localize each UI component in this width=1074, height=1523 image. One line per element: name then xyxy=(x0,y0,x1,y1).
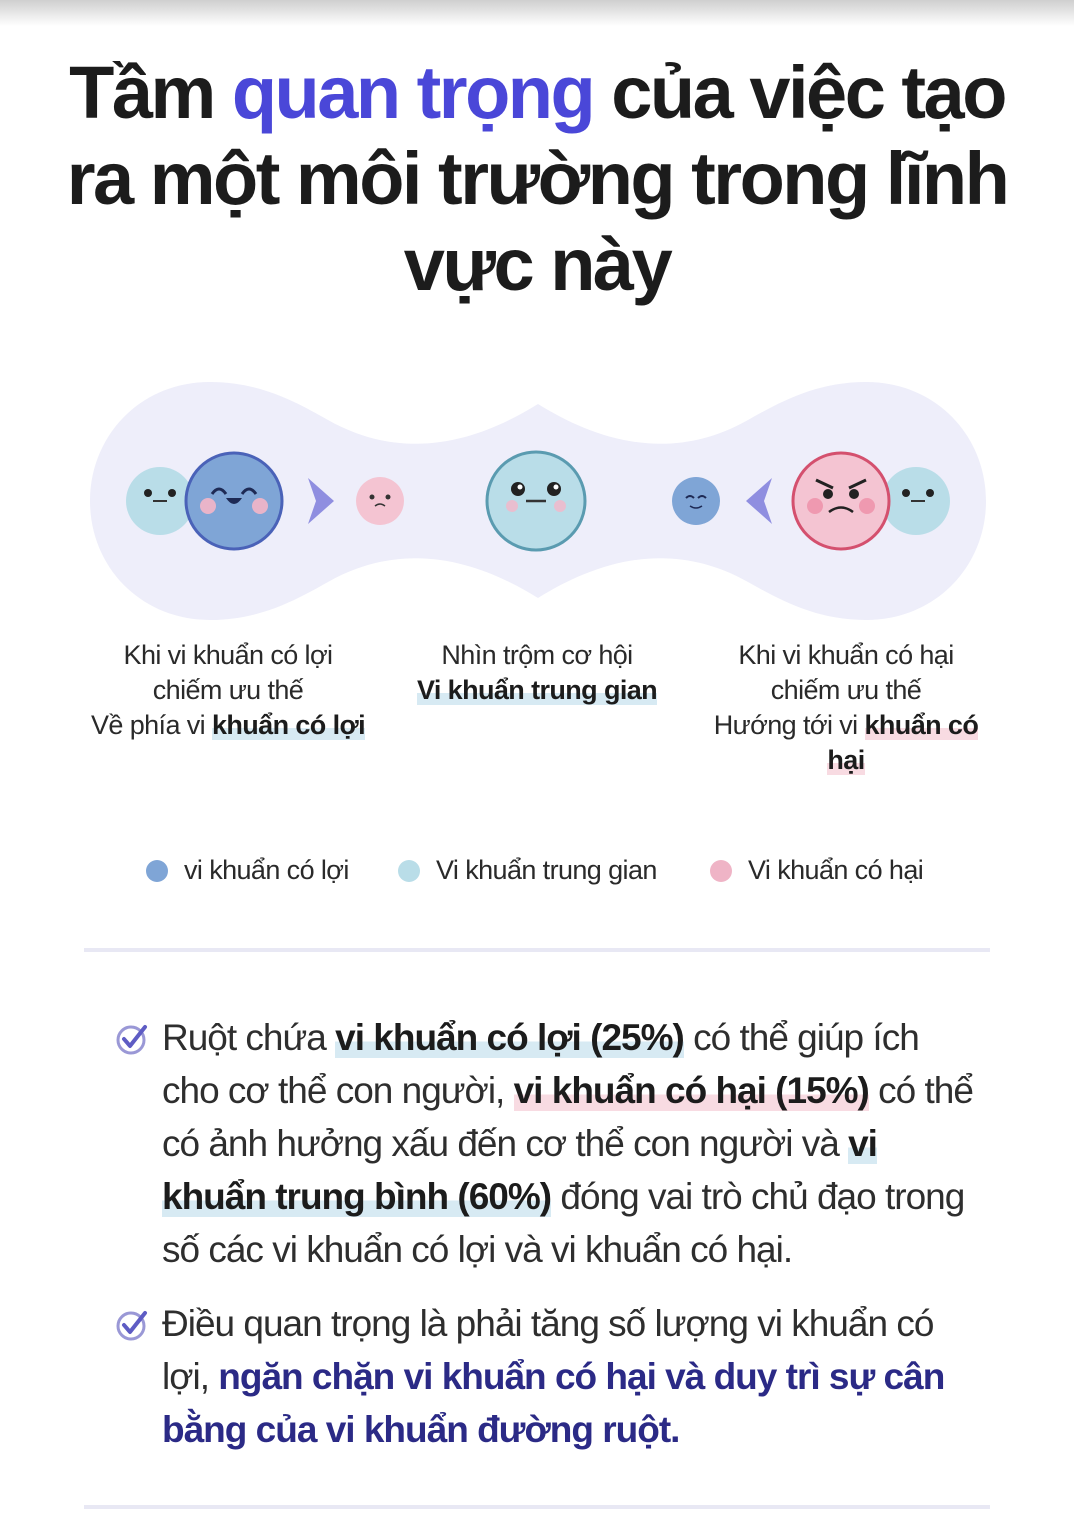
bold-harmful: vi khuẩn có hại (15%) xyxy=(513,1070,869,1111)
legend-label: Vi khuẩn trung gian xyxy=(436,855,657,885)
legend-label: vi khuẩn có lợi xyxy=(184,855,349,885)
caption-line: chiếm ưu thế xyxy=(152,675,304,705)
neutral-bacteria-face-center xyxy=(487,452,585,550)
top-shadow xyxy=(0,0,1074,26)
legend-dot-icon xyxy=(398,860,420,882)
check-circle-icon xyxy=(114,1307,150,1343)
harmful-bacteria-face-small xyxy=(356,477,404,525)
legend-label: Vi khuẩn có hại xyxy=(748,855,924,885)
bold-neutral: vi khuẩn trung bình (60%) xyxy=(162,1123,877,1217)
legend-dot-icon xyxy=(710,860,732,882)
point-1 xyxy=(114,1011,974,1276)
caption-plain: Về phía vi xyxy=(90,710,212,740)
point-1-text xyxy=(162,1011,974,1276)
legend-item-harmful xyxy=(710,855,923,886)
divider-top xyxy=(84,948,990,952)
title-part-2: của việc tạo ra một môi trường trong lĩnh vực này xyxy=(66,51,1008,306)
beneficial-bacteria-face-small xyxy=(672,477,720,525)
text: có thể có ảnh hưởng xấu đến cơ thể con người và xyxy=(162,1070,973,1164)
caption-bold: Vi khuẩn trung gian xyxy=(416,675,658,705)
caption-line xyxy=(76,708,380,743)
bacteria-balance-diagram xyxy=(88,380,988,622)
caption-line: Nhìn trộm cơ hội xyxy=(441,640,633,670)
point-2 xyxy=(114,1297,974,1456)
legend xyxy=(0,855,1074,895)
caption-line xyxy=(382,673,692,708)
divider-bottom xyxy=(84,1505,990,1509)
caption-bold: khuẩn có lợi xyxy=(211,710,365,740)
text: Điều quan trọng là phải tăng số lượng vi khuẩn có lợi, xyxy=(162,1303,934,1397)
emphasis-text: ngăn chặn vi khuẩn có hại và duy trì sự cân bằng của vi khuẩn đường ruột. xyxy=(162,1356,945,1450)
legend-item-neutral xyxy=(398,855,657,886)
title-part-1: Tầm xyxy=(69,51,232,134)
caption-line: chiếm ưu thế xyxy=(770,675,922,705)
check-circle-icon xyxy=(114,1021,150,1057)
caption-bold: khuẩn có hại xyxy=(827,710,979,775)
title-accent: quan trọng xyxy=(231,51,594,134)
caption-harmful xyxy=(694,638,998,778)
harmful-bacteria-face-large xyxy=(793,453,889,549)
caption-beneficial xyxy=(76,638,380,743)
neutral-bacteria-face-left xyxy=(126,467,194,535)
caption-line: Khi vi khuẩn có lợi xyxy=(123,640,333,670)
caption-neutral xyxy=(382,638,692,708)
neutral-bacteria-face-right xyxy=(882,467,950,535)
legend-dot-icon xyxy=(146,860,168,882)
text: có thể giúp ích cho cơ thể con người, xyxy=(162,1017,919,1111)
caption-plain: Hướng tới vi xyxy=(713,710,865,740)
beneficial-bacteria-face-large xyxy=(186,453,282,549)
caption-line: Khi vi khuẩn có hại xyxy=(738,640,954,670)
caption-line xyxy=(694,708,998,778)
bold-beneficial: vi khuẩn có lợi (25%) xyxy=(335,1017,684,1058)
page-title xyxy=(30,50,1044,308)
point-2-text xyxy=(162,1297,974,1456)
text: đóng vai trò chủ đạo trong số các vi khuẩn có lợi và vi khuẩn có hại. xyxy=(162,1176,965,1270)
text: Ruột chứa xyxy=(162,1017,336,1058)
legend-item-beneficial xyxy=(146,855,349,886)
